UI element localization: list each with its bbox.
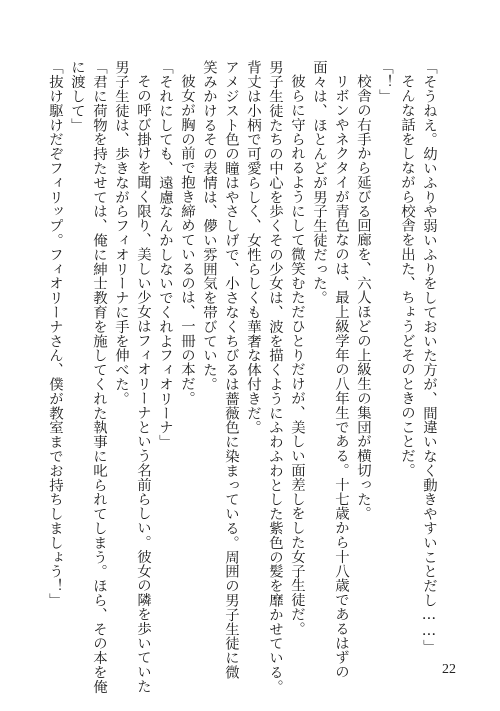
text-line: 彼らに守られるようにして微笑むただひとりだけが、美しい面差しをした女子生徒だ。 [289,74,305,636]
text-line: 「君に荷物を持たせては、俺に紳士教育を施してくれた執事に叱られてしまう。ほら、その本を俺 [91,60,107,694]
text-line: 笑みかけるその表情は、儚い雰囲気を帯びていた。 [201,60,217,392]
text-line: 背丈は小柄で可愛らしく、女性らしくも華奢な体付きだ。 [245,60,261,435]
text-line: 面々は、ほとんどが男子生徒だった。 [311,60,327,305]
text-line: 校舎の右手から延びる回廊を、六人ほどの上級生の集団が横切った。 [355,74,371,521]
text-line: そんな話をしながら校舎を出た、ちょうどそのときのことだ。 [399,74,415,478]
text-line: に渡して」 [69,60,85,132]
text-line: 「そうねえ。幼いふりや弱いふりをしておいた方が、間違いなく動きやすいことだし……」 [421,60,437,654]
vertical-text-body [45,60,440,694]
text-line: 彼女が胸の前で抱き締めているのは、一冊の本だ。 [179,74,195,406]
text-line: 「抜け駆けだぞフィリップ。フィオリーナさん、僕が教室までお持ちしましょう！」 [47,60,63,608]
text-line: リボンやネクタイが青色なのは、最上級学年の八年生である。十七歳から十八歳であるはずの [333,74,349,680]
text-line: 「！」 [377,60,393,104]
text-line: 男子生徒たちの中心を歩くその少女は、波を描くようにふわふわとした紫色の髪を靡かせている。 [267,60,283,694]
page-number: 22 [442,662,456,677]
text-line: 「それにしても、遠慮なんかしないでくれよフィオリーナ」 [157,60,173,449]
text-line: 男子生徒は、歩きながらフィオリーナに手を伸べた。 [113,60,129,406]
text-line: その呼び掛けを聞く限り、美しい少女はフィオリーナという名前らしい。彼女の隣を歩いていた [135,74,151,694]
text-line: アメジスト色の瞳はやさしげで、小さなくちびるは薔薇色に染まっている。周囲の男子生徒に微 [223,60,239,680]
